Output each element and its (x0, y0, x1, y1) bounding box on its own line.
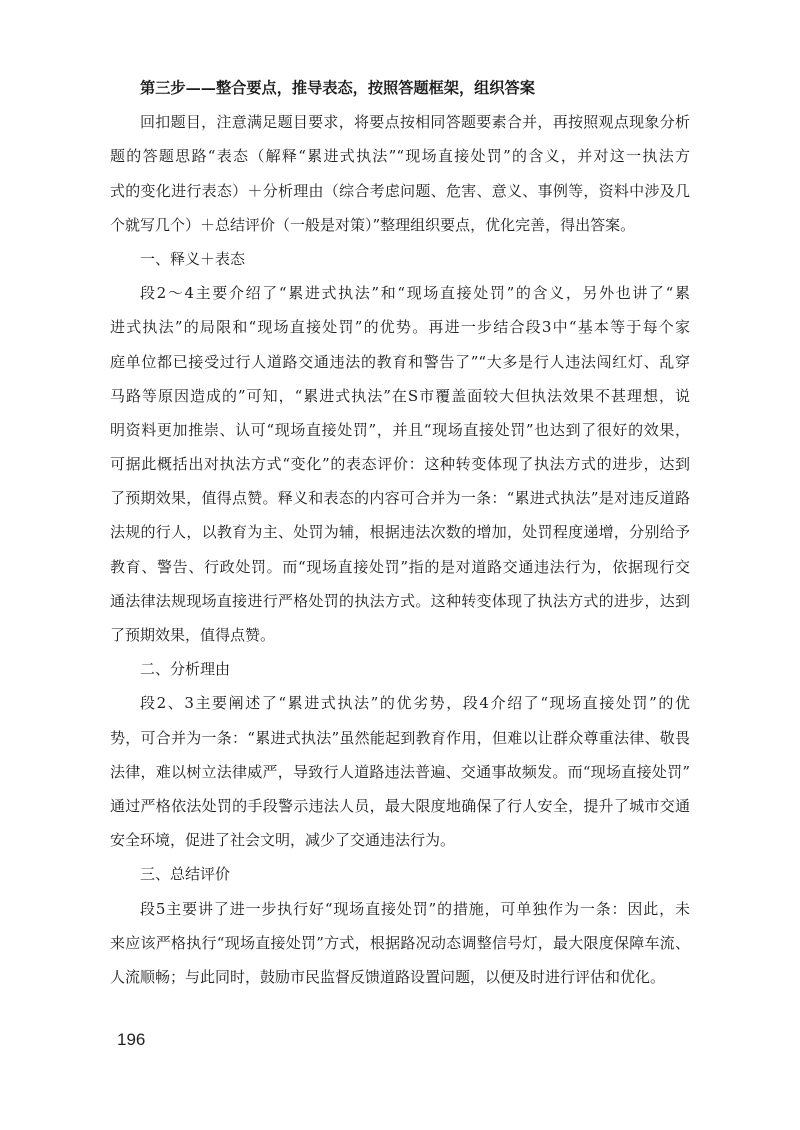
page-content (110, 71, 690, 994)
paragraph-line: 进式执法”的局限和“现场直接处罚”的优势。再进一步结合段3中“基本等于每个家 (110, 318, 690, 337)
section-title-analysis: 二、分析理由 (140, 660, 231, 679)
paragraph-line: 法律，难以树立法律威严，导致行人道路违法普遍、交通事故频发。而“现场直接处罚” (110, 762, 690, 781)
section-title-interpretation: 一、释义＋表态 (140, 249, 246, 268)
intro-paragraph (110, 105, 690, 242)
paragraph-line: 段5主要讲了进一步执行好“现场直接处罚”的措施，可单独作为一条：因此，未 (140, 899, 690, 918)
paragraph-line: 可据此概括出对执法方式“变化”的表态评价：这种转变体现了执法方式的进步，达到 (110, 455, 690, 474)
step-heading: 第三步——整合要点，推导表态，按照答题框架，组织答案 (140, 79, 535, 97)
paragraph-line: 通法律法规现场直接进行严格处罚的执法方式。这种转变体现了执法方式的进步，达到 (110, 591, 690, 610)
paragraph-line: 题的答题思路“表态（解释“累进式执法”“现场直接处罚”的含义，并对这一执法方 (110, 147, 690, 166)
paragraph-line: 来应该严格执行“现场直接处罚”方式，根据路况动态调整信号灯，最大限度保障车流、 (110, 933, 690, 952)
paragraph-line: 了预期效果，值得点赞。 (110, 626, 276, 644)
paragraph-line: 人流顺畅；与此同时，鼓励市民监督反馈道路设置问题，以便及时进行评估和优化。 (110, 967, 666, 986)
paragraph-line: 了预期效果，值得点赞。释义和表态的内容可合并为一条：“累进式执法”是对违反道路 (110, 489, 690, 508)
paragraph-line: 庭单位都已接受过行人道路交通违法的教育和警告了”“大多是行人违法闯红灯、乱穿 (110, 352, 690, 371)
paragraph-line: 个就写几个）＋总结评价（一般是对策）”整理组织要点，优化完善，得出答案。 (110, 215, 636, 234)
paragraph-line: 明资料更加推崇、认可“现场直接处罚”，并且“现场直接处罚”也达到了很好的效果， (110, 420, 690, 439)
paragraph-line: 段2、3主要阐述了“累进式执法”的优劣势，段4介绍了“现场直接处罚”的优 (140, 694, 690, 713)
section-paragraph-analysis (110, 686, 690, 857)
paragraph-line: 马路等原因造成的”可知，“累进式执法”在S市覆盖面较大但执法效果不甚理想，说 (110, 386, 690, 405)
paragraph-line: 式的变化进行表态）＋分析理由（综合考虑问题、危害、意义、事例等，资料中涉及几 (110, 181, 690, 200)
paragraph-line: 通过严格依法处罚的手段警示违法人员，最大限度地确保了行人安全，提升了城市交通 (110, 796, 690, 815)
paragraph-line: 段2～4主要介绍了“累进式执法”和“现场直接处罚”的含义，另外也讲了“累 (140, 284, 690, 303)
paragraph-line: 安全环境，促进了社会文明，减少了交通违法行为。 (110, 831, 456, 850)
section-paragraph-summary (110, 892, 690, 995)
section-title-summary: 三、总结评价 (140, 865, 231, 884)
section-paragraph-interpretation (110, 276, 690, 652)
paragraph-line: 势，可合并为一条：“累进式执法”虽然能起到教育作用，但难以让群众尊重法律、敬畏 (110, 728, 690, 747)
paragraph-line: 教育、警告、行政处罚。而“现场直接处罚”指的是对道路交通违法行为，依据现行交 (110, 557, 690, 576)
page-number: 196 (117, 1030, 146, 1049)
paragraph-line: 法规的行人，以教育为主、处罚为辅，根据违法次数的增加，处罚程度递增，分别给予 (110, 523, 690, 542)
paragraph-line: 回扣题目，注意满足题目要求，将要点按相同答题要素合并，再按照观点现象分析 (140, 113, 690, 132)
